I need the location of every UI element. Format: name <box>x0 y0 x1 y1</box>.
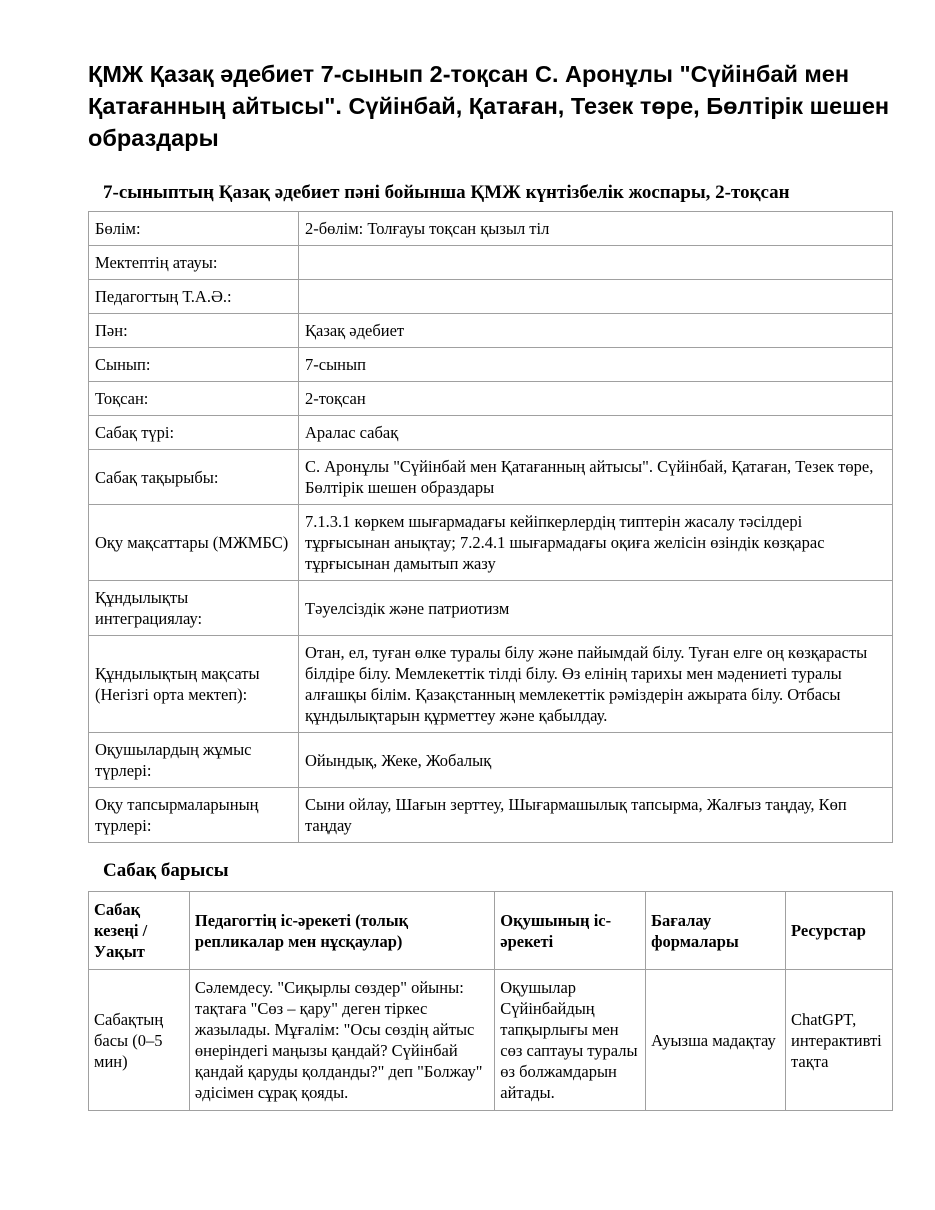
info-row <box>89 450 893 505</box>
header-student-activity: Оқушының іс-әрекеті <box>495 892 646 970</box>
plan-info-table <box>88 211 893 843</box>
info-label: Педагогтың Т.А.Ә.: <box>89 280 299 314</box>
info-label: Құндылықтың мақсаты (Негізгі орта мектеп): <box>89 636 299 733</box>
info-label: Мектептің атауы: <box>89 246 299 280</box>
info-label: Сабақ түрі: <box>89 416 299 450</box>
info-value: Сыни ойлау, Шағын зерттеу, Шығармашылық тапсырма, Жалғыз таңдау, Көп таңдау <box>299 788 893 843</box>
info-value: Аралас сабақ <box>299 416 893 450</box>
header-teacher-activity: Педагогтің іс-әрекеті (толық репликалар мен нұсқаулар) <box>189 892 494 970</box>
info-value: 2-бөлім: Толғауы тоқсан қызыл тіл <box>299 212 893 246</box>
info-value: С. Аронұлы "Сүйінбай мен Қатағанның айтысы". Сүйінбай, Қатаған, Тезек төре, Бөлтірік шешен образдары <box>299 450 893 505</box>
header-resources: Ресурстар <box>785 892 892 970</box>
cell-teacher-activity: Сәлемдесу. "Сиқырлы сөздер" ойыны: тақтаға "Сөз – қару" деген тіркес жазылады. Мұғалім: "Осы сөздің айтыс өнеріндегі маңызы қандай? Сүйінбай қандай қаруды қолданды?" деп "Болжау" әдісімен сұрақ қояды. <box>189 970 494 1111</box>
info-value: Қазақ әдебиет <box>299 314 893 348</box>
info-row <box>89 505 893 581</box>
info-label: Оқу мақсаттары (МЖМБС) <box>89 505 299 581</box>
info-value: 2-тоқсан <box>299 382 893 416</box>
info-value <box>299 246 893 280</box>
info-label: Сабақ тақырыбы: <box>89 450 299 505</box>
cell-assessment: Ауызша мадақтау <box>646 970 786 1111</box>
info-row <box>89 382 893 416</box>
info-value: Тәуелсіздік және патриотизм <box>299 581 893 636</box>
info-value: Ойындық, Жеке, Жобалық <box>299 733 893 788</box>
lesson-header-row <box>89 892 893 970</box>
document-title: ҚМЖ Қазақ әдебиет 7-сынып 2-тоқсан С. Аронұлы "Сүйінбай мен Қатағанның айтысы". Сүйінбай, Қатаған, Тезек төре, Бөлтірік шешен образдары <box>88 61 890 151</box>
info-label: Оқу тапсырмаларының түрлері: <box>89 788 299 843</box>
header-stage: Сабақ кезеңі / Уақыт <box>89 892 190 970</box>
info-row <box>89 246 893 280</box>
info-label: Бөлім: <box>89 212 299 246</box>
info-value <box>299 280 893 314</box>
info-row <box>89 314 893 348</box>
cell-student-activity: Оқушылар Сүйінбайдың тапқырлығы мен сөз саптауы туралы өз болжамдарын айтады. <box>495 970 646 1111</box>
lesson-row <box>89 970 893 1111</box>
lesson-section-title: Сабақ барысы <box>103 860 229 881</box>
info-label: Тоқсан: <box>89 382 299 416</box>
info-row <box>89 636 893 733</box>
info-value: Отан, ел, туған өлке туралы білу және пайымдай білу. Туған елге оң көзқарасты білдіре білу. Мемлекеттік тілді білу. Өз елінің тарихы мен мәдениеті туралы алғашқы білім. Қазақстанның мемлекеттік рәміздерін ажырата білу. Отбасы құндылықтарын құрметтеу және қабылдау. <box>299 636 893 733</box>
info-row <box>89 733 893 788</box>
info-row <box>89 348 893 382</box>
info-value: 7-сынып <box>299 348 893 382</box>
lesson-flow-table <box>88 891 893 1111</box>
info-label: Пән: <box>89 314 299 348</box>
info-row <box>89 212 893 246</box>
plan-subtitle: 7-сыныптың Қазақ әдебиет пәні бойынша ҚМЖ күнтізбелік жоспары, 2-тоқсан <box>103 182 790 203</box>
info-label: Құндылықты интеграциялау: <box>89 581 299 636</box>
info-label: Оқушылардың жұмыс түрлері: <box>89 733 299 788</box>
cell-stage: Сабақтың басы (0–5 мин) <box>89 970 190 1111</box>
info-row <box>89 788 893 843</box>
info-value: 7.1.3.1 көркем шығармадағы кейіпкерлердің типтерін жасалу тәсілдері тұрғысынан анықтау; 7.2.4.1 шығармадағы оқиға желісін өзіндік көзқарас тұрғысынан дамытып жазу <box>299 505 893 581</box>
document-page <box>88 58 893 1111</box>
header-assessment: Бағалау формалары <box>646 892 786 970</box>
info-row <box>89 581 893 636</box>
info-label: Сынып: <box>89 348 299 382</box>
cell-resources: ChatGPT, интерактивті тақта <box>785 970 892 1111</box>
info-row <box>89 416 893 450</box>
info-row <box>89 280 893 314</box>
